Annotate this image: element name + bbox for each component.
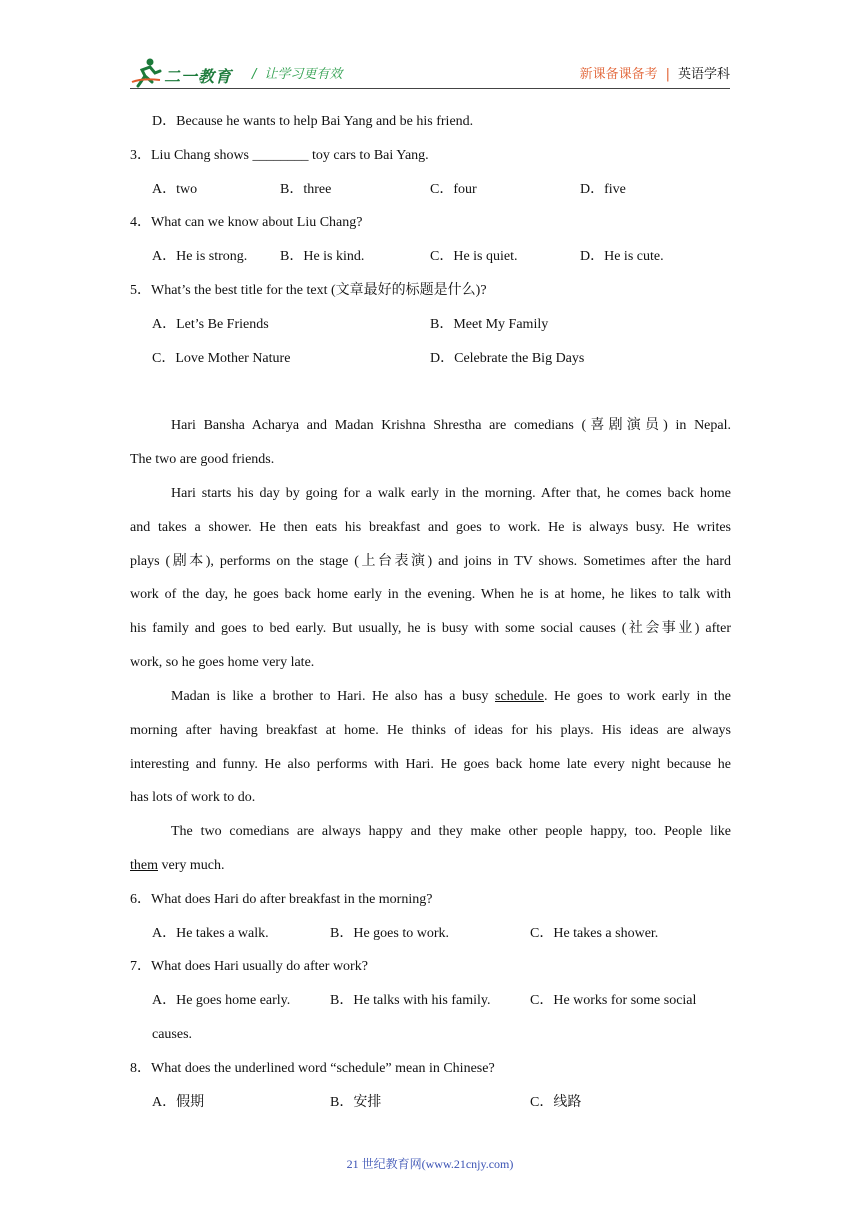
q7-option-c: C．He works for some social — [530, 993, 697, 1008]
passage-p3-line1-a: Madan is like a brother to Hari. He also has a busy — [171, 689, 489, 704]
q3-stem: 3．Liu Chang shows ________ toy cars to Bai Yang. — [130, 148, 429, 163]
passage-p3-line1-b: . He goes to work early in the — [543, 689, 731, 704]
passage-p2-line1: Hari starts his day by going for a walk early in the morning. After that, he comes back home — [171, 486, 731, 501]
q3-option-d: D．five — [580, 182, 626, 197]
q5-option-a: A．Let’s Be Friends — [152, 317, 269, 332]
q6-option-b: B．He goes to work. — [330, 926, 449, 941]
q3-option-c: C．four — [430, 182, 477, 197]
q5-option-b: B．Meet My Family — [430, 317, 549, 332]
slogan-text: 让学习更有效 — [264, 67, 343, 82]
header-separator: | — [665, 67, 670, 82]
page-header — [130, 56, 730, 90]
passage-p3-line4: has lots of work to do. — [130, 790, 256, 805]
passage-p1-line2: The two are good friends. — [130, 452, 275, 467]
q7-stem: 7．What does Hari usually do after work? — [130, 959, 368, 974]
q6-option-c: C．He takes a shower. — [530, 926, 659, 941]
header-course: 新课备课备考 — [579, 67, 658, 82]
page-footer[interactable]: 21 世纪教育网(www.21cnjy.com) — [346, 1157, 514, 1171]
q4-option-c: C．He is quiet. — [430, 249, 518, 264]
passage-p2-line6: work, so he goes home very late. — [130, 655, 315, 670]
q4-option-a: A．He is strong. — [152, 249, 248, 264]
q7-option-a: A．He goes home early. — [152, 993, 291, 1008]
q6-stem: 6．What does Hari do after breakfast in the morning? — [130, 892, 433, 907]
header-divider — [130, 88, 730, 89]
q7-option-c-cont: causes. — [152, 1027, 193, 1042]
passage-p2-line5: his family and goes to bed early. But usually, he is busy with some social causes (社会事业) after — [130, 621, 731, 636]
runner-logo-icon — [130, 56, 164, 90]
passage-p3-line1 — [171, 688, 731, 706]
passage-p3-line3: interesting and funny. He also performs with Hari. He goes back home late every night because he — [130, 757, 731, 772]
q8-option-c: C．线路 — [530, 1095, 582, 1110]
q7-option-b: B．He talks with his family. — [330, 993, 491, 1008]
passage-p4-line2-b: very much. — [158, 858, 225, 873]
slogan — [252, 63, 342, 82]
q5-option-d: D．Celebrate the Big Days — [430, 351, 585, 366]
passage-p2-line3: plays (剧本), performs on the stage (上台表演) and joins in TV shows. Sometimes after the hard — [130, 554, 731, 569]
passage-p4-line2 — [130, 857, 224, 875]
logo — [130, 56, 240, 90]
q3-option-b: B．three — [280, 182, 332, 197]
passage-p4-line1: The two comedians are always happy and they make other people happy, too. People like — [171, 824, 731, 839]
passage-p3-line2: morning after having breakfast at home. He thinks of ideas for his plays. His ideas are always — [130, 723, 731, 738]
q6-option-a: A．He takes a walk. — [152, 926, 269, 941]
q5-stem: 5．What’s the best title for the text (文章最好的标题是什么)? — [130, 283, 487, 298]
header-right — [580, 63, 730, 82]
q8-option-a: A．假期 — [152, 1095, 205, 1110]
q4-option-d: D．He is cute. — [580, 249, 664, 264]
q8-stem: 8．What does the underlined word “schedule” mean in Chinese? — [130, 1061, 495, 1076]
passage-p2-line2: and takes a shower. He then eats his breakfast and goes to work. He is always busy. He writes — [130, 520, 731, 535]
q8-option-b: B．安排 — [330, 1095, 382, 1110]
passage-p2-line4: work of the day, he goes back home early in the evening. When he is at home, he likes to talk with — [130, 587, 731, 602]
q5-option-c: C．Love Mother Nature — [152, 351, 291, 366]
passage-p1-line1: Hari Bansha Acharya and Madan Krishna Shrestha are comedians (喜剧演员) in Nepal. — [171, 418, 731, 433]
logo-text: 二一教育 — [164, 67, 233, 86]
underlined-schedule: schedule — [495, 689, 544, 704]
q4-stem: 4．What can we know about Liu Chang? — [130, 215, 363, 230]
underlined-them: them — [130, 858, 158, 873]
slogan-slash: / — [252, 67, 257, 82]
header-subject: 英语学科 — [677, 67, 730, 82]
q3-option-a: A．two — [152, 182, 198, 197]
q2-option-d: D．Because he wants to help Bai Yang and be his friend. — [152, 114, 474, 129]
q4-option-b: B．He is kind. — [280, 249, 365, 264]
